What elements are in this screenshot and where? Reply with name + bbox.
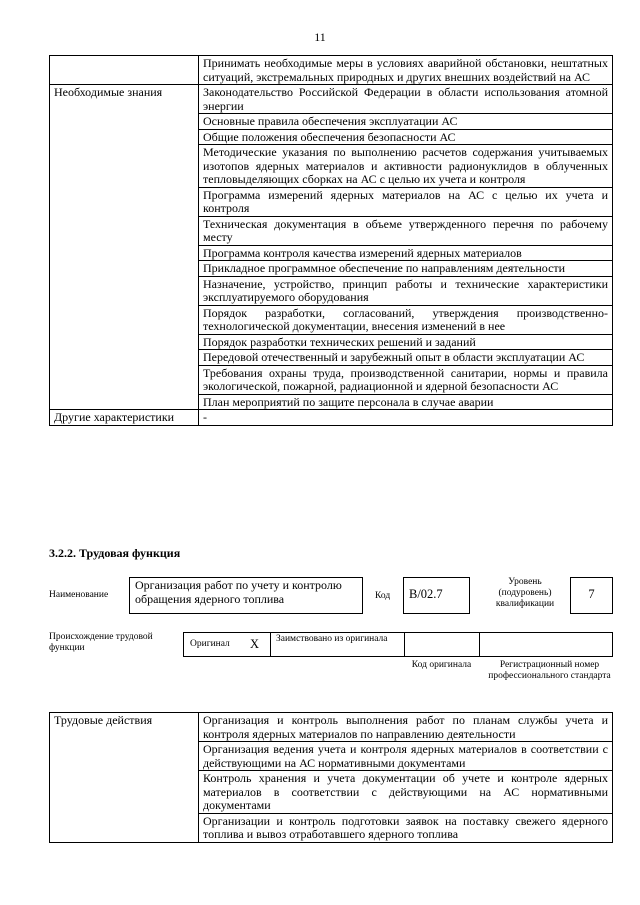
original-label: Оригинал bbox=[190, 639, 230, 649]
original-mark: X bbox=[250, 637, 260, 651]
level-label: Уровень (подуровень) квалификации bbox=[495, 577, 555, 609]
table-cell: Порядок разработки технических решений и заданий bbox=[199, 334, 613, 350]
table-row bbox=[50, 85, 613, 114]
page-number: 11 bbox=[314, 30, 326, 44]
row-label-knowledge: Необходимые знания bbox=[50, 85, 199, 410]
table-cell: Программа контроля качества измерений ядерных материалов bbox=[199, 245, 613, 261]
code-box: B/02.7 bbox=[403, 577, 470, 614]
table-row bbox=[50, 410, 613, 426]
code-label: Код bbox=[375, 591, 391, 601]
table-cell: Организация ведения учета и контроля ядерных материалов в соответствии с действующими на АС нормативными документами bbox=[199, 742, 613, 771]
row-label-actions: Трудовые действия bbox=[50, 713, 199, 843]
row-label-other: Другие характеристики bbox=[50, 410, 199, 426]
table-cell: Техническая документация в объеме утвержденного перечня по рабочему месту bbox=[199, 216, 613, 245]
table-cell: Методические указания по выполнению расчетов содержания учитываемых изотопов ядерных материалов и активности радионуклидов в облученных тепловыделяющих сборках на АС с целью их учета и контроля bbox=[199, 145, 613, 188]
code-original-caption: Код оригинала bbox=[411, 660, 472, 670]
section-heading: 3.2.2. Трудовая функция bbox=[49, 546, 181, 560]
divider bbox=[270, 633, 271, 656]
name-label: Наименование bbox=[49, 590, 109, 600]
row-label bbox=[50, 56, 199, 85]
table-cell: Законодательство Российской Федерации в области использования атомной энергии bbox=[199, 85, 613, 114]
labor-actions-table bbox=[49, 712, 613, 843]
table-cell: Требования охраны труда, производственной санитарии, нормы и правила экологической, пожарной, радиационной и ядерной безопасности АС bbox=[199, 365, 613, 394]
function-name-box: Организация работ по учету и контролю обращения ядерного топлива bbox=[129, 577, 363, 614]
table-cell: Организация и контроль выполнения работ по планам службы учета и контроля ядерных материалов по направлению деятельности bbox=[199, 713, 613, 742]
origin-label: Происхождение трудовой функции bbox=[49, 632, 153, 653]
origin-box bbox=[183, 632, 613, 657]
table-cell: Контроль хранения и учета документации об учете и контроле ядерных материалов в соответствии с действующими на АС нормативными документами bbox=[199, 771, 613, 814]
borrowed-label: Заимствовано из оригинала bbox=[276, 634, 388, 644]
divider bbox=[404, 633, 405, 656]
table-cell: - bbox=[199, 410, 613, 426]
divider bbox=[479, 633, 480, 656]
table-cell: Программа измерений ядерных материалов на АС с целью их учета и контроля bbox=[199, 187, 613, 216]
table-cell: План мероприятий по защите персонала в случае аварии bbox=[199, 394, 613, 410]
table-cell: Принимать необходимые меры в условиях аварийной обстановки, нештатных ситуаций, экстремальных природных и других внешних воздействий на АС bbox=[199, 56, 613, 85]
table-row bbox=[50, 56, 613, 85]
knowledge-table bbox=[49, 55, 613, 426]
table-cell: Передовой отечественный и зарубежный опыт в области эксплуатации АС bbox=[199, 350, 613, 366]
table-cell: Порядок разработки, согласований, утверждения производственно-технологической документации, внесения изменений в нее bbox=[199, 305, 613, 334]
table-cell: Общие положения обеспечения безопасности АС bbox=[199, 129, 613, 145]
level-box: 7 bbox=[570, 577, 613, 614]
reg-number-caption: Регистрационный номер профессионального стандарта bbox=[488, 660, 611, 681]
table-cell: Организации и контроль подготовки заявок на поставку свежего ядерного топлива и вывоз отработавшего ядерного топлива bbox=[199, 813, 613, 842]
table-cell: Прикладное программное обеспечение по направлениям деятельности bbox=[199, 261, 613, 277]
table-cell: Основные правила обеспечения эксплуатации АС bbox=[199, 114, 613, 130]
table-cell: Назначение, устройство, принцип работы и технические характеристики эксплуатируемого оборудования bbox=[199, 276, 613, 305]
table-row bbox=[50, 713, 613, 742]
